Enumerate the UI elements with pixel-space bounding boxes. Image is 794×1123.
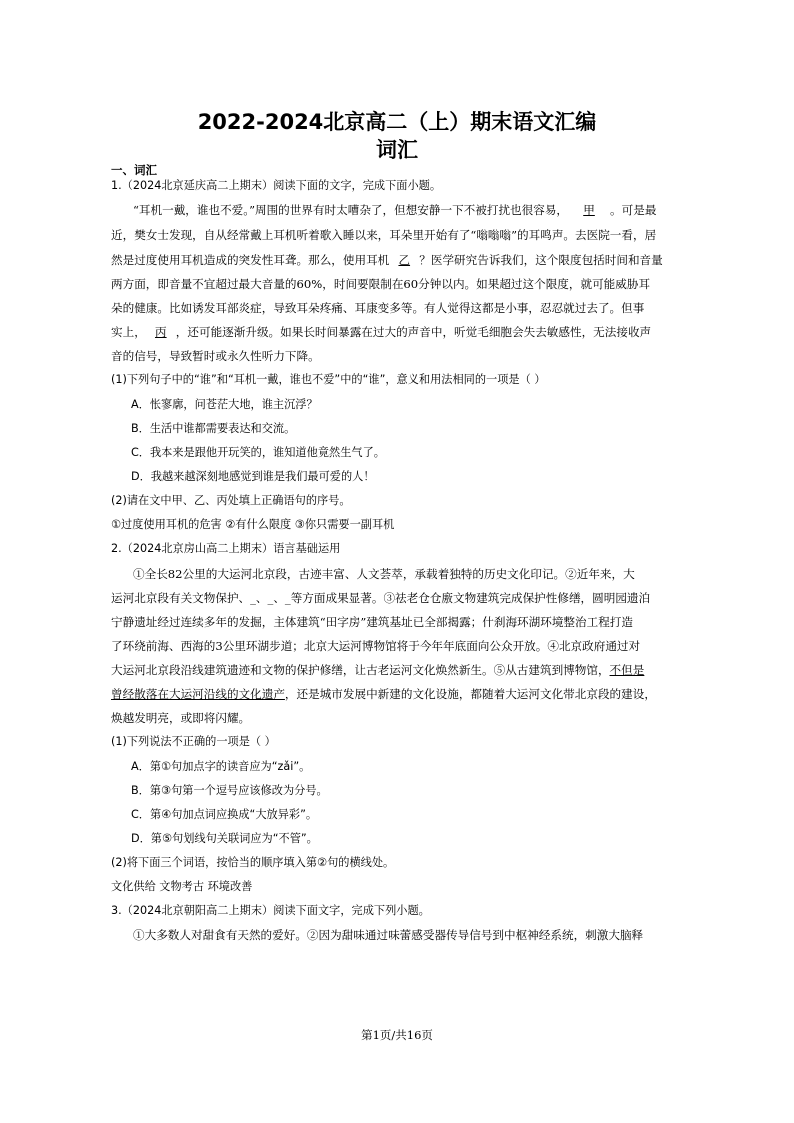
underlined-text: 曾经散落在大运河沿线的文化遗产 xyxy=(111,687,285,701)
q1-passage-line: 然是过度使用耳机造成的突发性耳聋。那么，使用耳机 乙 ？医学研究告诉我们，这个限度包括时间和音量 xyxy=(111,253,663,267)
q1-passage-line: 音的信号，导致暂时或永久性听力下降。 xyxy=(111,349,320,363)
q2-subquestion-2: (2)将下面三个词语，按恰当的顺序填入第②句的横线处。 xyxy=(111,856,395,869)
q1-passage-line: 近，樊女士发现，自从经常戴上耳机听着歌入睡以来，耳朵里开始有了“嗡嗡嗡”的耳鸣声。去医院一看，居 xyxy=(111,228,657,242)
q2-passage-line: 大运河北京段沿线建筑遗迹和文物的保护修缮，让古老运河文化焕然新生。⑤从古建筑到博物馆，不但是 xyxy=(111,663,645,677)
q2-subquestion-1: (1)下列说法不正确的一项是（ ） xyxy=(111,735,276,748)
q1-passage-line: 朵的健康。比如诱发耳部炎症，导致耳朵疼痛、耳康变多等。有人觉得这都是小事，忍忍就过去了。但事 xyxy=(111,301,645,315)
q2-passage-line: 宁静遗址经过连续多年的发掘，主体建筑“田字房”建筑基址已全部揭露；什刹海环湖环境整治工程打造 xyxy=(111,615,633,629)
q1-option-d: D．我越来越深刻地感觉到谁是我们最可爱的人！ xyxy=(131,470,375,483)
q2-passage-line: 曾经散落在大运河沿线的文化遗产，还是城市发展中新建的文化设施，都随着大运河文化带北京段的建设， xyxy=(111,687,656,701)
q2-passage-line: ①全长82公里的大运河北京段，古迹丰富、人文荟萃，承载着独特的历史文化印记。②近年来，大 xyxy=(133,567,635,581)
q2-option-a: A．第①句加点字的读音应为“zǎi”。 xyxy=(131,760,311,773)
q1-passage-line: 两方面，即音量不宜超过最大音量的60%，时间要限制在60分钟以内。如果超过这个限度，就可能威胁耳 xyxy=(111,277,651,291)
blank-jia: 甲 xyxy=(583,203,595,217)
q1-option-c: C．我本来是跟他开玩笑的，谁知道他竟然生气了。 xyxy=(131,446,385,459)
q1-passage-line: “耳机一戴，谁也不爱。”周围的世界有时太嘈杂了，但想安静一下不被打扰也很容易， 甲 。可是最 xyxy=(133,203,657,217)
question-2-header: 2.（2024北京房山高二上期末）语言基础运用 xyxy=(111,542,341,555)
page-footer: 第1页/共16页 xyxy=(361,1028,433,1042)
question-1-header: 1.（2024北京延庆高二上期末）阅读下面的文字，完成下面小题。 xyxy=(111,179,442,192)
underlined-text: 不但是 xyxy=(609,663,645,677)
q2-option-d: D．第⑤句划线句关联词应为“不管”。 xyxy=(131,832,318,845)
q1-passage-line: 实上， 丙 ，还可能逐渐升级。如果长时间暴露在过大的声音中，听觉毛细胞会失去敏感性，无法接收声 xyxy=(111,325,652,339)
q1-choices: ①过度使用耳机的危害 ②有什么限度 ③你只需要一副耳机 xyxy=(111,518,395,531)
q2-option-b: B．第③句第一个逗号应该修改为分号。 xyxy=(131,784,328,797)
q2-choices: 文化供给 文物考古 环境改善 xyxy=(111,880,253,893)
q2-passage-line: 了环绕前海、西海的3公里环湖步道；北京大运河博物馆将于今年年底面向公众开放。④北京政府通过对 xyxy=(111,639,641,653)
q1-subquestion-1: (1)下列句子中的“谁”和“耳机一戴，谁也不爱”中的“谁”，意义和用法相同的一项是（ ） xyxy=(111,373,546,386)
blank-yi: 乙 xyxy=(398,253,411,267)
q2-option-c: C．第④句加点词应换成“大放异彩”。 xyxy=(131,808,318,821)
section-heading: 一、词汇 xyxy=(111,163,157,177)
blank-bing: 丙 xyxy=(154,325,167,339)
document-subtitle: 词汇 xyxy=(376,138,418,162)
q1-option-b: B．生活中谁都需要表达和交流。 xyxy=(131,422,296,435)
document-title: 2022-2024北京高二（上）期末语文汇编 xyxy=(197,110,597,134)
q3-passage-line: ①大多数人对甜食有天然的爱好。②因为甜味通过味蕾感受器传导信号到中枢神经系统，刺激大脑释 xyxy=(133,928,644,942)
q1-subquestion-2: (2)请在文中甲、乙、丙处填上正确语句的序号。 xyxy=(111,494,351,507)
q2-passage-line: 运河北京段有关文物保护、_、_、_等方面成果显著。③祛老仓仓廒文物建筑完成保护性修缮，圆明园遗泊 xyxy=(111,591,651,605)
q1-option-a: A．怅寥廓，问苍茫大地，谁主沉浮？ xyxy=(131,398,318,411)
question-3-header: 3.（2024北京朝阳高二上期末）阅读下面文字，完成下列小题。 xyxy=(111,904,430,917)
q2-passage-line: 焕越发明亮，或即将闪耀。 xyxy=(111,711,251,725)
